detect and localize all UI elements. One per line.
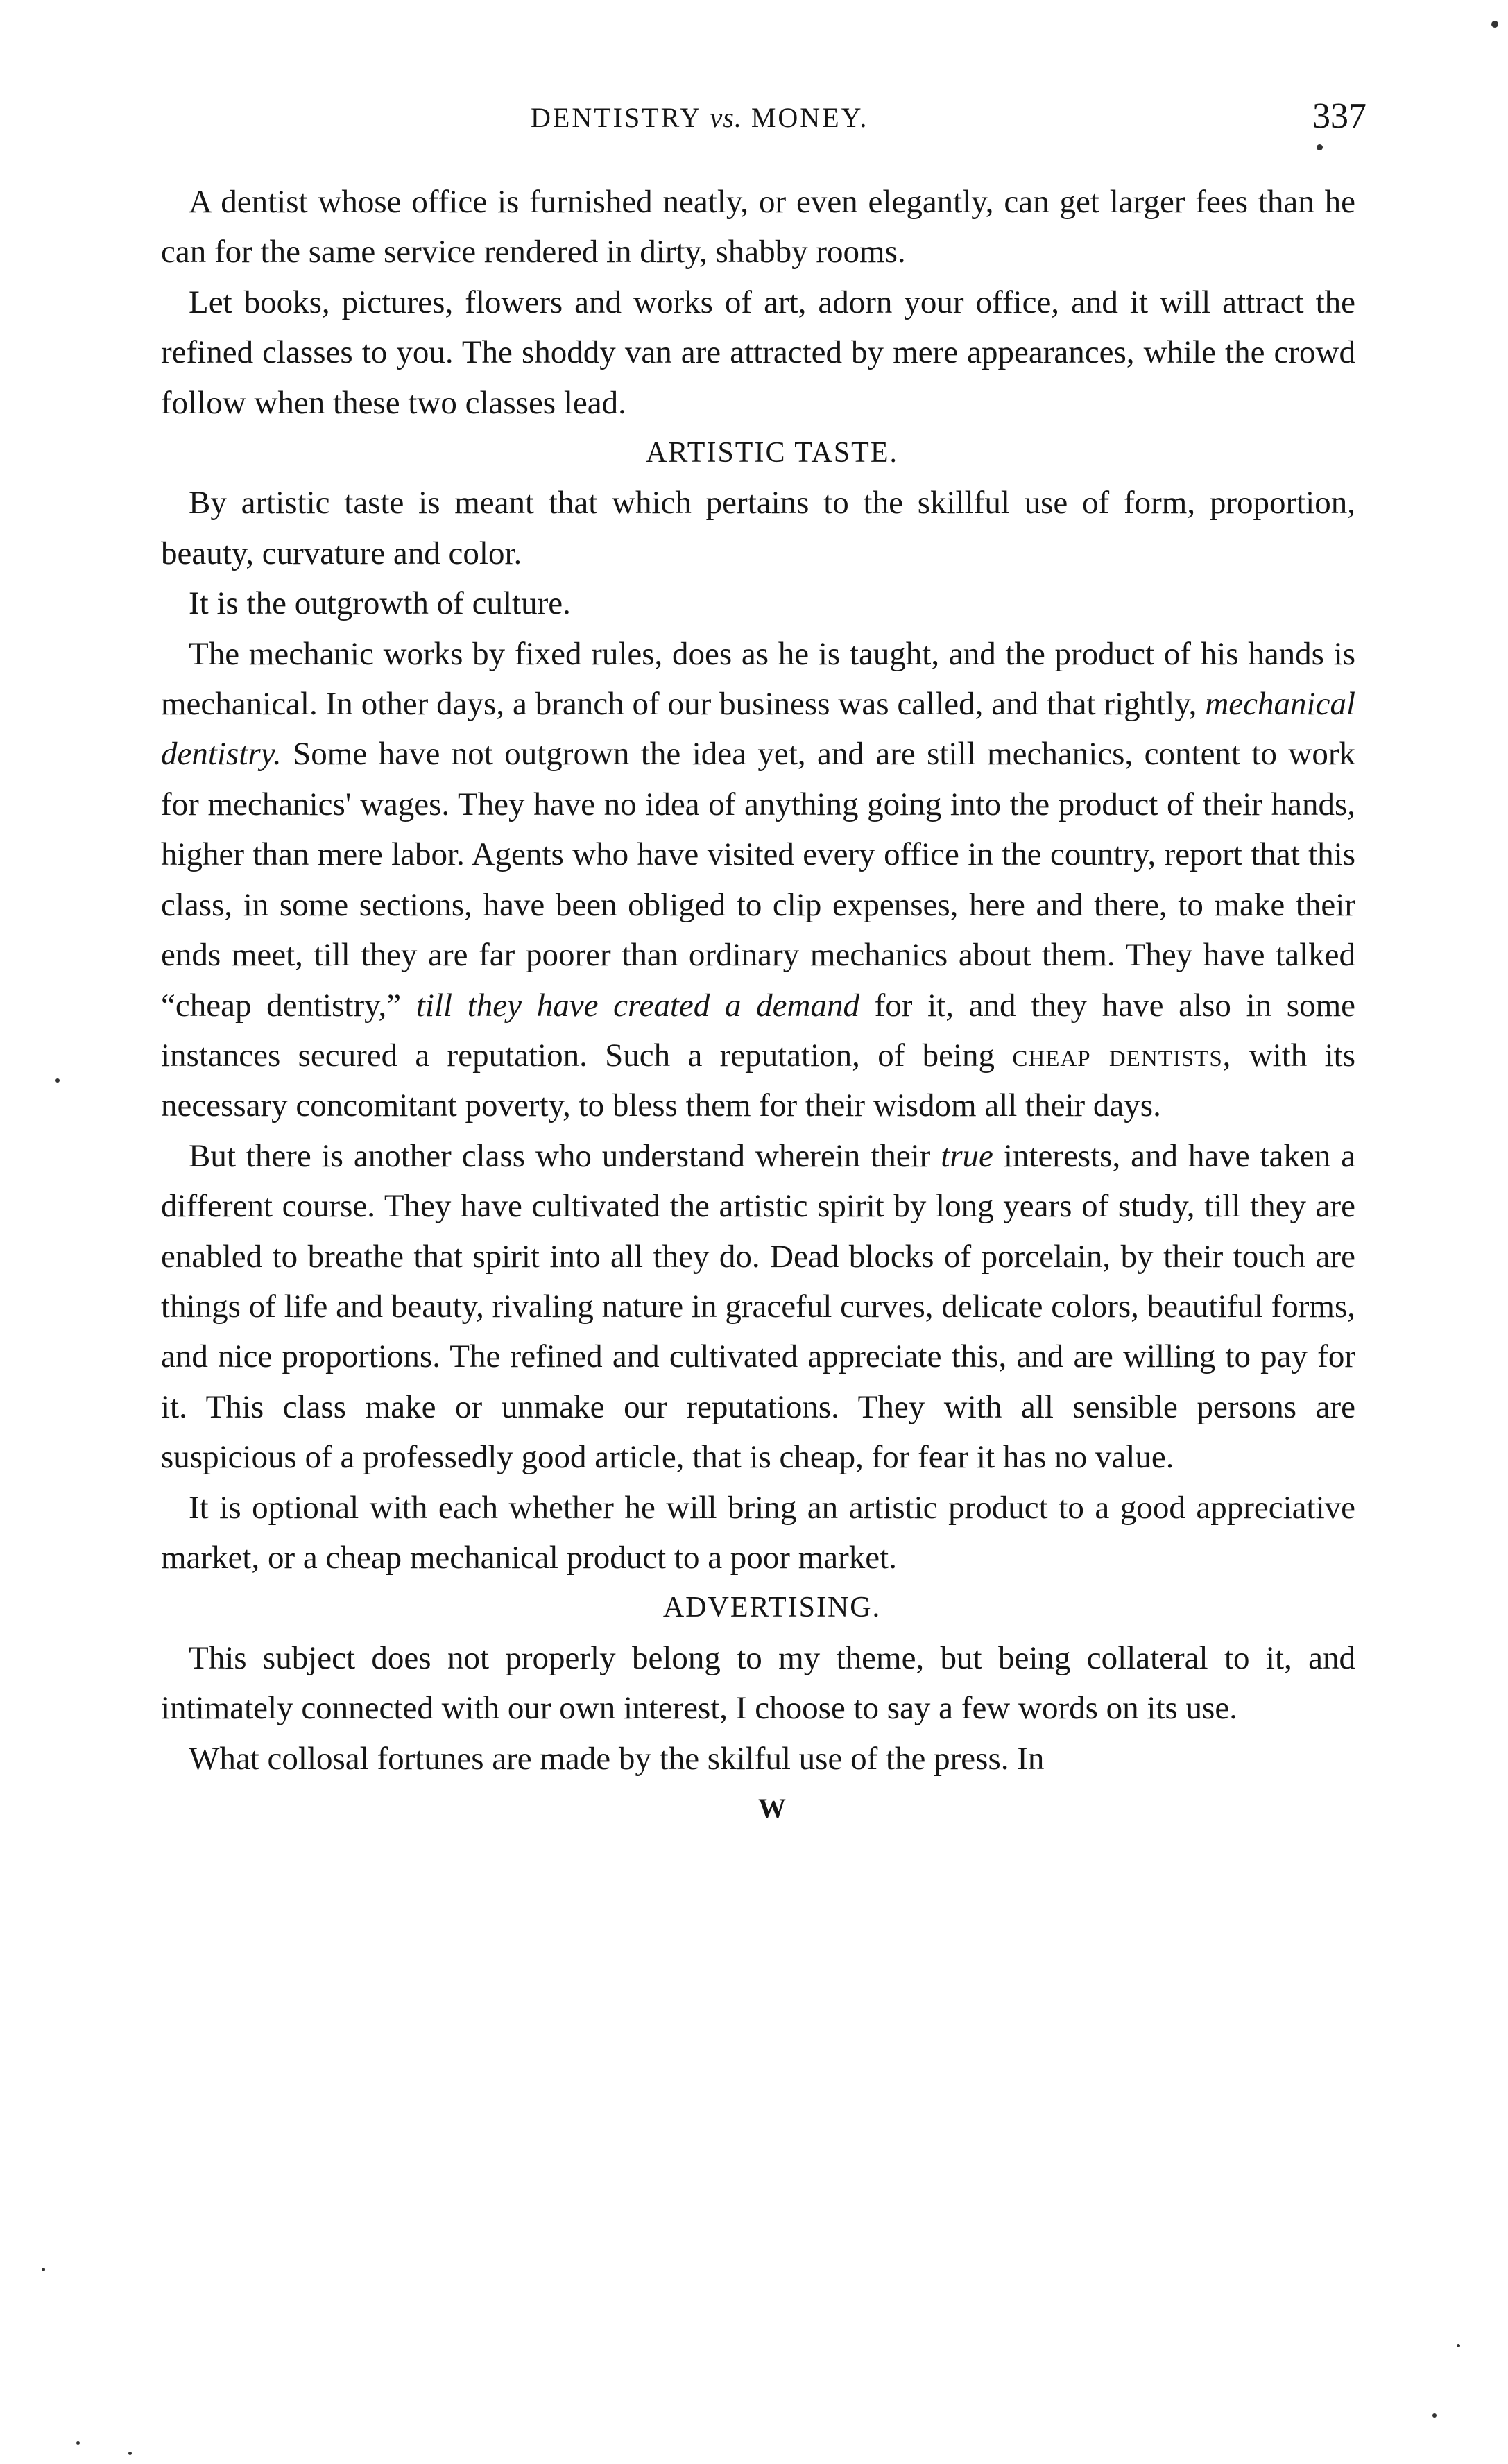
- paragraph-office-appearance: A dentist whose office is furnished neatly, or even elegantly, can get larger fees than he can for the same service rendered in dirty, shabby rooms.: [161, 184, 1355, 270]
- paragraph-another-class-part1: But there is another class who understand wherein their: [189, 1137, 931, 1174]
- running-head-vs: vs.: [710, 102, 742, 133]
- paragraph-artistic-taste-definition: By artistic taste is meant that which pertains to the skillful use of form, proportion, beauty, curvature and color.: [161, 485, 1355, 571]
- scan-speck: [1317, 144, 1323, 150]
- scan-speck: [1491, 21, 1498, 28]
- scan-speck: [1432, 2413, 1437, 2418]
- paragraph-advertising-theme: This subject does not properly belong to my theme, but being collateral to it, and intimately connected with our own interest, I choose to say a few words on its use.: [161, 1639, 1355, 1727]
- page-header: [160, 96, 1370, 158]
- paragraph-collosal-fortunes: What collosal fortunes are made by the skilful use of the press. In: [189, 1740, 1045, 1777]
- paragraph-outgrowth-of-culture: It is the outgrowth of culture.: [189, 585, 571, 622]
- running-head-money: MONEY.: [751, 102, 869, 133]
- paragraph-mechanic-part4: with its necessary concomitant poverty, to bless them for their wisdom all their days.: [161, 1037, 1355, 1124]
- emphasis-created-demand: till they have created a demand: [415, 987, 859, 1024]
- emphasis-mechanical-dentistry: mechanical dentistry.: [161, 686, 1355, 773]
- printer-signature-mark: W: [758, 1793, 786, 1824]
- paragraph-mechanic-part2: Some have not outgrown the idea yet, and are still mechanics, content to work for mechanics' wages. They have no idea of anything going into the product of their hands, higher than mere labor. Agents who have visited every office in the country, report that this class, in some sections, have been obliged to clip expenses, here and there, to make their ends meet, till they are far poorer than ordinary mechanics about them. They have talked “cheap dentistry,”: [161, 736, 1356, 1024]
- section-heading-advertising: ADVERTISING.: [662, 1592, 882, 1624]
- scan-speck: [55, 1078, 60, 1083]
- page-number: 337: [1312, 96, 1366, 136]
- small-caps-cheap-dentists: cheap dentists,: [1012, 1037, 1232, 1074]
- scan-speck: [1457, 2344, 1460, 2347]
- running-head: [531, 101, 868, 134]
- section-heading-artistic-taste: ARTISTIC TASTE.: [645, 437, 898, 469]
- paragraph-mechanic-part3: for it, and they have also in some instances secured a reputation. Such a reputation, of being: [161, 987, 1356, 1074]
- paragraph-mechanic-part1: The mechanic works by fixed rules, does as he is taught, and the product of his hands is mechanical. In other days, a branch of our business was called, and that rightly,: [161, 635, 1355, 723]
- emphasis-true: true: [941, 1137, 993, 1174]
- paragraph-mechanic: [161, 629, 1355, 1131]
- paragraph-adorn-office: Let books, pictures, flowers and works of art, adorn your office, and it will attract the refined classes to you. The shoddy van are attracted by mere appearances, while the crowd follow when these two classes lead.: [161, 284, 1355, 421]
- scan-speck: [128, 2452, 132, 2455]
- scan-speck: [76, 2441, 80, 2445]
- paragraph-optional-market: It is optional with each whether he will bring an artistic product to a good appreciative market, or a cheap mechanical product to a poor market.: [161, 1489, 1355, 1576]
- scan-speck: [42, 2268, 45, 2271]
- paragraph-another-class: [161, 1131, 1355, 1483]
- running-head-dentistry: DENTISTRY: [531, 102, 701, 133]
- paragraph-another-class-part2: interests, and have taken a different course. They have cultivated the artistic spirit by long years of study, till they are enabled to breathe that spirit into all they do. Dead blocks of porcelain, by their touch are things of life and beauty, rivaling nature in graceful curves, delicate colors, beautiful forms, and nice proportions. The refined and cultivated appreciate this, and are willing to pay for it. This class make or unmake our reputations. They with all sensible persons are suspicious of a professedly good article, that is cheap, for fear it has no value.: [161, 1137, 1356, 1476]
- page-body: [161, 177, 1355, 1834]
